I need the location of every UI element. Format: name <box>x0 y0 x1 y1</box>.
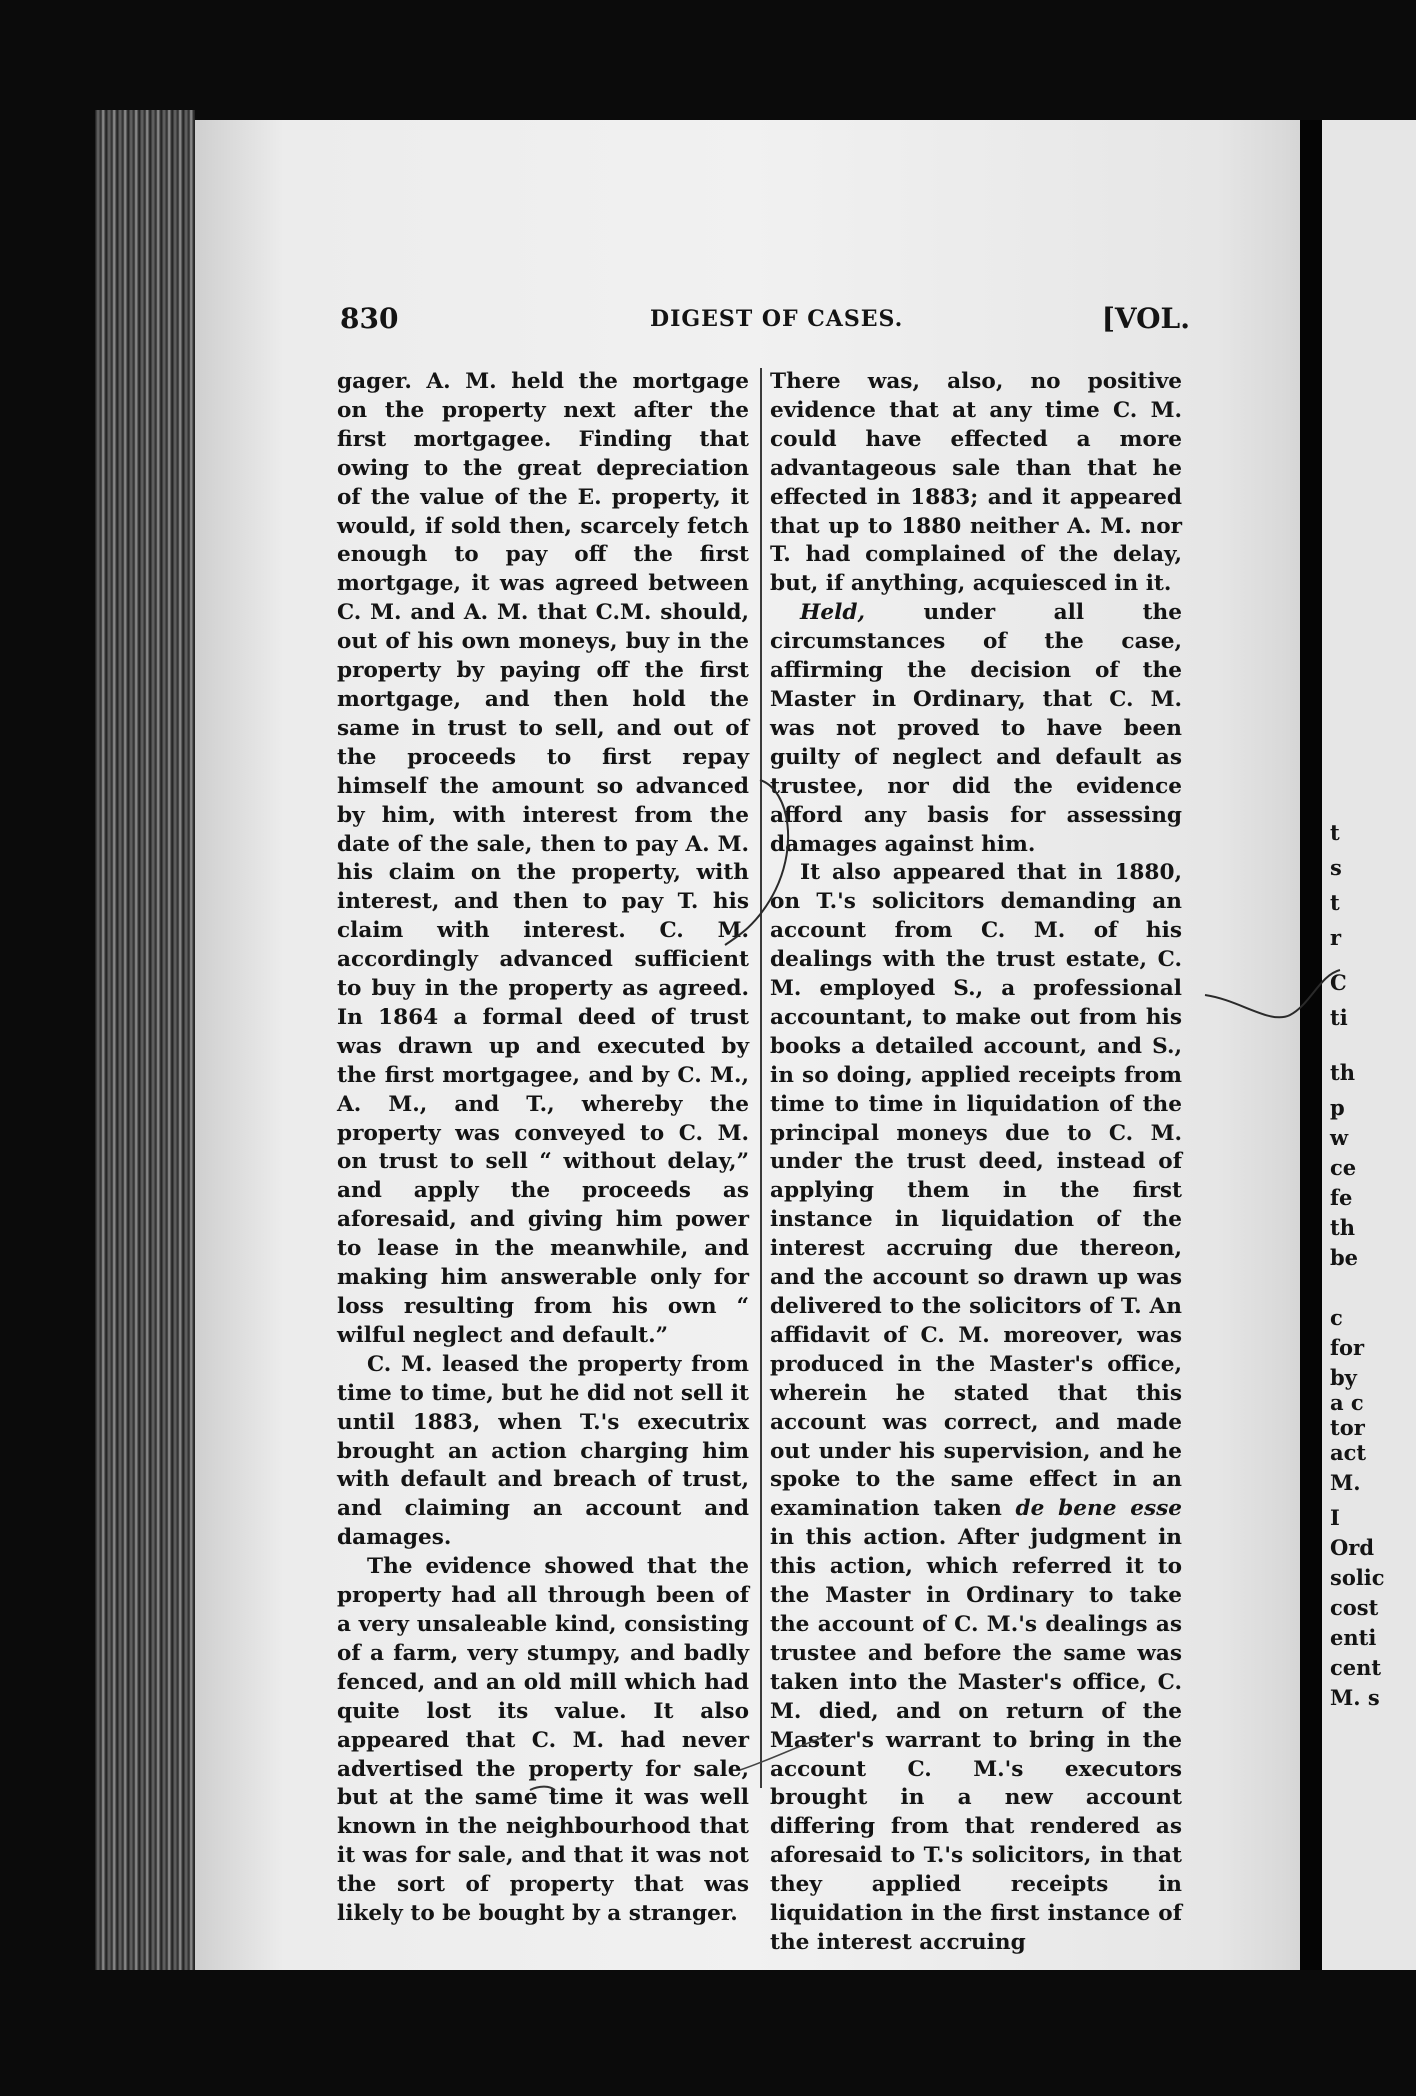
next-page-fragment: t <box>1330 820 1340 845</box>
next-page-fragment: c <box>1330 1305 1343 1330</box>
next-page-fragment: I <box>1330 1505 1340 1530</box>
paragraph-text: under all the circumstances of the case, affirming the decision of the Master in Ordinary, that C. M. was not proved to have been guilty of neglect and default as trustee, nor did the evidence afford any basis for assessing damages against him. <box>770 600 1182 857</box>
next-page-fragment: th <box>1330 1060 1355 1085</box>
next-page-fragment: cost <box>1330 1595 1379 1620</box>
next-page-fragment: be <box>1330 1245 1359 1270</box>
next-page-fragment: a c <box>1330 1390 1364 1415</box>
next-page-fragment: cent <box>1330 1655 1382 1680</box>
next-page-fragment: M. s <box>1330 1685 1380 1710</box>
next-page-fragment: w <box>1330 1125 1349 1150</box>
next-page-fragment: by <box>1330 1365 1357 1390</box>
paragraph: There was, also, no positive evidence that at any time C. M. could have effected a more advantageous sale than that he effected in 1883; and it appeared that up to 1880 neither A. M. nor T. had complained of the delay, but, if anything, acquiesced in it. <box>770 369 1182 597</box>
next-page-fragment: t <box>1330 890 1340 915</box>
next-page-fragment: th <box>1330 1215 1355 1240</box>
next-page-fragment: for <box>1330 1335 1365 1360</box>
next-page-fragment: tor <box>1330 1415 1365 1440</box>
paragraph: gager. A. M. held the mortgage on the property next after the first mortgagee. Finding that owing to the great depreciation of the value of the E. property, it would, if sold then, scarcely fetch enough to pay off the first mortgage, it was agreed between C. M. and A. M. that C.M. should, out of his own moneys, buy in the property by paying off the first mortgage, and then hold the same in trust to sell, and out of the proceeds to first repay himself the amount so advanced by him, with interest from the date of the sale, then to pay A. M. his claim on the property, with interest, and then to pay T. his claim with interest. C. M. accordingly advanced sufficient to buy in the property as agreed. In 1864 a formal deed of trust was drawn up and executed by the first mortgagee, and by C. M., A. M., and T., whereby the property was conveyed to C. M. on trust to sell “ without delay,” and apply the proceeds as aforesaid, and giving him power to lease in the meanwhile, and making him answerable only for loss resulting from his own “ wilful neglect and default.” <box>337 369 749 1348</box>
next-page-fragment: ti <box>1330 1005 1348 1030</box>
paragraph: C. M. leased the property from time to time, but he did not sell it until 1883, when T.'s executrix brought an action charging him with default and breach of trust, and claiming an account and damages. <box>337 1351 749 1551</box>
next-page-fragment: enti <box>1330 1625 1377 1650</box>
next-page-fragment: fe <box>1330 1185 1353 1210</box>
held-italic: Held, <box>800 600 865 626</box>
paragraph: The evidence showed that the property had all through been of a very unsaleable kind, consisting of a farm, very stumpy, and badly fenced, and an old mill which had quite lost its value. It also appeared that C. M. had never advertised the property for sale, but at the same time it was well known in the neighbourhood that it was for sale, and that it was not the sort of property that was likely to be bought by a stranger. <box>337 1554 749 1927</box>
paragraph-text: It also appeared that in 1880, on T.'s solicitors demanding an account from C. M. of his dealings with the trust estate, C. M. employed S., a professional accountant, to make out from his books a detailed account, and S., in so doing, applied receipts from time to time in liquidation of the principal moneys due to C. M. under the trust deed, instead of applying them in the first instance in liquidation of the interest accruing due thereon, and the account so drawn up was delivered to the solicitors of T. An affidavit of C. M. moreover, was produced in the Master's office, wherein he stated that this account was correct, and made out under his supervision, and he spoke to the same effect in an examination taken <box>770 860 1182 1522</box>
paragraph-text: in this action. After judgment in this action, which referred it to the Master in Ordinary to take the account of C. M.'s dealings as trustee and before the same was taken into the Master's office, C. M. died, and on return of the Master's warrant to bring in the account C. M.'s executors brought in a new account differing from that rendered as aforesaid to T.'s solicitors, in that they applied receipts in liquidation in the first instance of the interest accruing <box>770 1525 1182 1955</box>
next-page-fragment: act <box>1330 1440 1367 1465</box>
running-title: DIGEST OF CASES. <box>650 306 904 332</box>
next-page-fragment: ce <box>1330 1155 1357 1180</box>
next-page-fragment: s <box>1330 855 1342 880</box>
next-page-fragment: M. <box>1330 1470 1361 1495</box>
next-page-fragment: C <box>1330 970 1347 995</box>
next-page-fragment: Ord <box>1330 1535 1375 1560</box>
next-page-fragment: r <box>1330 925 1342 950</box>
volume-marker: [VOL. <box>1101 302 1190 335</box>
page-number: 830 <box>340 302 399 335</box>
latin-phrase: de bene esse <box>1015 1496 1182 1522</box>
next-page-fragment: p <box>1330 1095 1345 1120</box>
next-page-fragment: solic <box>1330 1565 1385 1590</box>
